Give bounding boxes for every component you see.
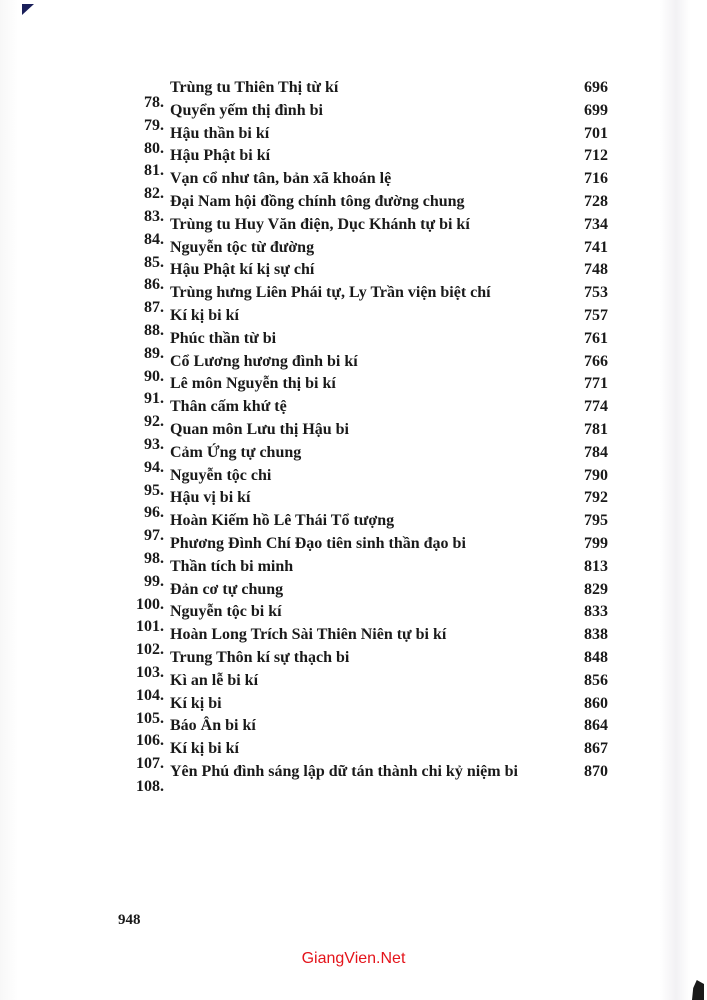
toc-entry-number: 89. (144, 344, 164, 362)
toc-entry-page: 813 (584, 557, 608, 575)
toc-entry-title: Trung Thôn kí sự thạch bi (170, 648, 350, 666)
toc-entry-number: 81. (144, 162, 164, 180)
toc-entry-title: Phúc thần từ bi (170, 329, 277, 347)
toc-entry-page: 867 (584, 740, 608, 758)
toc-entry-number: 107. (136, 755, 164, 773)
toc-entry-title: Hoàn Long Trích Sài Thiên Niên tự bi kí (170, 626, 447, 644)
toc-entry-title: Cảm Ứng tự chung (170, 443, 302, 461)
toc-entry-title: Quan môn Lưu thị Hậu bi (170, 420, 349, 438)
corner-mark-icon (22, 4, 34, 15)
toc-entry-page: 771 (584, 375, 608, 393)
watermark: GiangVien.Net (301, 950, 406, 967)
toc-entry-number: 91. (144, 390, 164, 408)
toc-entry-title: Nguyễn tộc bi kí (170, 603, 282, 621)
toc-entry-title: Kí kị bi (170, 694, 222, 712)
toc-entry-number: 93. (144, 435, 164, 453)
toc-entry-number: 88. (144, 321, 164, 339)
toc-entry-title: Kí kị bi kí (170, 306, 239, 324)
toc-entry-page: 799 (584, 534, 608, 552)
toc-entry-title: Yên Phú đình sáng lập dữ tán thành chi kỷ niệm bi (170, 762, 518, 780)
toc-entry-page: 699 (584, 101, 608, 119)
toc-entry-number: 98. (144, 549, 164, 567)
toc-entry-title: Lê môn Nguyễn thị bi kí (170, 375, 336, 393)
toc-entry-page: 712 (584, 147, 608, 165)
toc-entry-page: 757 (584, 306, 608, 324)
toc-entry-number: 83. (144, 207, 164, 225)
toc-entry-number: 97. (144, 527, 164, 545)
toc-entry-page: 829 (584, 580, 608, 598)
toc-entry-title: Phương Đình Chí Đạo tiên sinh thần đạo bi (170, 534, 466, 552)
toc-entry-title: Nguyễn tộc từ đường (170, 238, 315, 256)
toc-entry-page: 870 (584, 762, 608, 780)
toc-entry-title: Quyển yếm thị đình bi (170, 101, 323, 119)
toc-entry-number: 95. (144, 481, 164, 499)
toc-entry-page: 781 (584, 420, 608, 438)
toc-entry-number: 100. (136, 595, 164, 613)
toc-entry-page: 774 (584, 398, 608, 416)
toc-entry-title: Hậu Phật kí kị sự chí (170, 261, 315, 279)
toc-entry-page: 766 (584, 352, 608, 370)
toc-entry-title: Hậu Phật bi kí (170, 147, 271, 165)
toc-entry-title: Hậu vị bi kí (170, 489, 251, 507)
page-number: 948 (118, 912, 141, 928)
toc-entry-title: Kì an lễ bi kí (170, 671, 259, 689)
toc-entry-page: 784 (584, 443, 608, 461)
toc-entry-page: 848 (584, 648, 608, 666)
toc-entry-number: 106. (136, 732, 164, 750)
toc-entry-page: 795 (584, 512, 608, 530)
toc-entry-number: 108. (136, 777, 164, 795)
toc-entry-number: 85. (144, 253, 164, 271)
toc-entry-number: 82. (144, 185, 164, 203)
toc-entry-title: Trùng tu Thiên Thị từ kí (170, 79, 339, 96)
toc-entry-number: 80. (144, 139, 164, 157)
toc-entry-title: Trùng hưng Liên Phái tự, Ly Trần viện biệt chí (170, 284, 491, 302)
toc-entry-page: 833 (584, 603, 608, 621)
toc-entry-title: Cổ Lương hương đình bi kí (170, 352, 358, 370)
toc-entry-number: 94. (144, 458, 164, 476)
toc-entry-number: 87. (144, 299, 164, 317)
toc-entry-page: 753 (584, 284, 608, 302)
toc-entry-page: 701 (584, 124, 608, 142)
toc-entry-page: 728 (584, 192, 608, 210)
toc-entry-number: 104. (136, 686, 164, 704)
toc-entry-title: Trùng tu Huy Văn điện, Dục Khánh tự bi kí (170, 215, 470, 233)
toc-entry-title: Thần tích bi minh (170, 557, 294, 575)
toc-entry-title: Hậu thần bi kí (170, 124, 270, 142)
page-edge-mark-icon (692, 980, 704, 1000)
table-of-contents (136, 77, 608, 795)
toc-entry-page: 860 (584, 694, 608, 712)
toc-entry-page: 838 (584, 626, 608, 644)
toc-entry-title: Nguyễn tộc chi (170, 466, 272, 484)
toc-entry-number: 84. (144, 230, 164, 248)
toc-entry-title: Báo Ân bi kí (170, 717, 256, 735)
toc-entry-page: 792 (584, 489, 608, 507)
toc-entry-number: 79. (144, 116, 164, 134)
toc-entry-title: Kí kị bi kí (170, 740, 239, 758)
toc-entry-page: 734 (584, 215, 608, 233)
toc-entry-page: 864 (584, 717, 608, 735)
toc-entry-page: 696 (584, 79, 608, 96)
toc-entry-number: 78. (144, 94, 164, 111)
toc-entry-title: Đại Nam hội đồng chính tông đường chung (170, 192, 465, 210)
toc-entry-page: 761 (584, 329, 608, 347)
toc-entry-number: 96. (144, 504, 164, 522)
toc-entry-page: 790 (584, 466, 608, 484)
toc-entry-number: 90. (144, 367, 164, 385)
toc-entry-number: 103. (136, 663, 164, 681)
toc-entry-number: 105. (136, 709, 164, 727)
toc-entry-page: 856 (584, 671, 608, 689)
toc-entry-page: 741 (584, 238, 608, 256)
toc-entry-number: 99. (144, 572, 164, 590)
toc-entry-title: Hoàn Kiếm hồ Lê Thái Tổ tượng (170, 512, 395, 530)
toc-entry-title: Thân cấm khứ tệ (170, 398, 287, 416)
toc-entry-number: 102. (136, 641, 164, 659)
toc-entry-title: Vạn cổ như tân, bản xã khoán lệ (170, 170, 392, 188)
toc-entry-page: 716 (584, 170, 608, 188)
toc-entry-title: Đản cơ tự chung (170, 580, 284, 598)
toc-entry-number: 86. (144, 276, 164, 294)
toc-entry-page: 748 (584, 261, 608, 279)
toc-entry-number: 92. (144, 413, 164, 431)
toc-entry-number: 101. (136, 618, 164, 636)
